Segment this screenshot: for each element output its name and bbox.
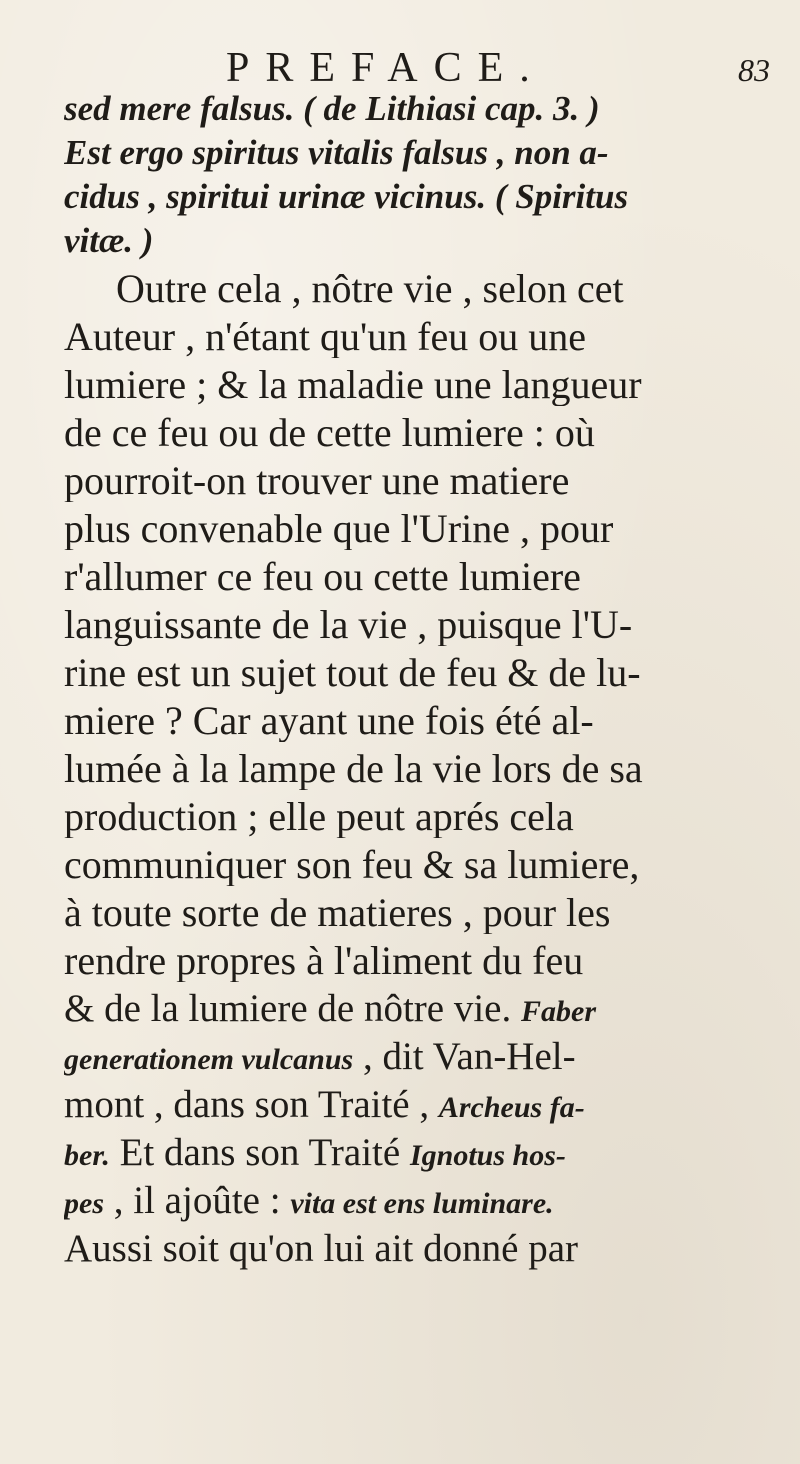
latin-phrase: Ignotus hos- (409, 1139, 566, 1172)
text-line (64, 1228, 764, 1270)
text-line (64, 1036, 764, 1081)
text-line: pourroit-on trouver une matiere (64, 460, 570, 502)
running-head: PREFACE. (226, 45, 546, 91)
text-line: de ce feu ou de cette lumiere : où (64, 412, 595, 454)
text-line: Est ergo spiritus vitalis falsus , non a- (64, 133, 609, 172)
text-line: lumée à la lampe de la vie lors de sa (64, 748, 643, 790)
latin-phrase: vita est ens luminare. (290, 1187, 554, 1220)
page-number: 83 (738, 52, 770, 88)
text-line: Auteur , n'étant qu'un feu ou une (64, 316, 587, 358)
latin-phrase: ber. (64, 1139, 110, 1172)
text-line (64, 1180, 764, 1225)
text-line: communiquer son feu & sa lumiere, (64, 844, 640, 886)
text-line: rendre propres à l'aliment du feu (64, 940, 584, 982)
text-line: à toute sorte de matieres , pour les (64, 892, 611, 934)
text-line (64, 1132, 764, 1177)
text-line: cidus , spiritui urinæ vicinus. ( Spiritus (64, 177, 629, 216)
line-segment: , dit Van-Hel- (353, 1036, 576, 1078)
text-line: rine est un sujet tout de feu & de lu- (64, 652, 641, 694)
text-line: Outre cela , nôtre vie , selon cet (116, 268, 624, 310)
latin-phrase: pes (64, 1187, 104, 1220)
line-segment: , il ajoûte : (104, 1180, 291, 1222)
text-line (64, 1084, 764, 1129)
line-segment: mont , dans son Traité , (64, 1084, 439, 1126)
text-line: production ; elle peut aprés cela (64, 796, 574, 838)
text-line: miere ? Car ayant une fois été al- (64, 700, 594, 742)
text-line: languissante de la vie , puisque l'U- (64, 604, 633, 646)
page-header (226, 44, 770, 94)
line-segment: & de la lumiere de nôtre vie. (64, 988, 512, 1030)
text-line: plus convenable que l'Urine , pour (64, 508, 614, 550)
latin-phrase: Faber (521, 995, 596, 1028)
latin-phrase: Archeus fa- (438, 1091, 585, 1124)
line-segment: Aussi soit qu'on lui ait donné par (64, 1228, 578, 1270)
text-line: lumiere ; & la maladie une langueur (64, 364, 642, 406)
text-line: sed mere falsus. ( de Lithiasi cap. 3. ) (64, 89, 600, 128)
line-segment: Et dans son Traité (109, 1132, 410, 1174)
text-line: r'allumer ce feu ou cette lumiere (64, 556, 581, 598)
text-line (64, 988, 764, 1033)
text-line: vitæ. ) (64, 221, 154, 260)
latin-phrase: generationem vulcanus (64, 1043, 354, 1076)
